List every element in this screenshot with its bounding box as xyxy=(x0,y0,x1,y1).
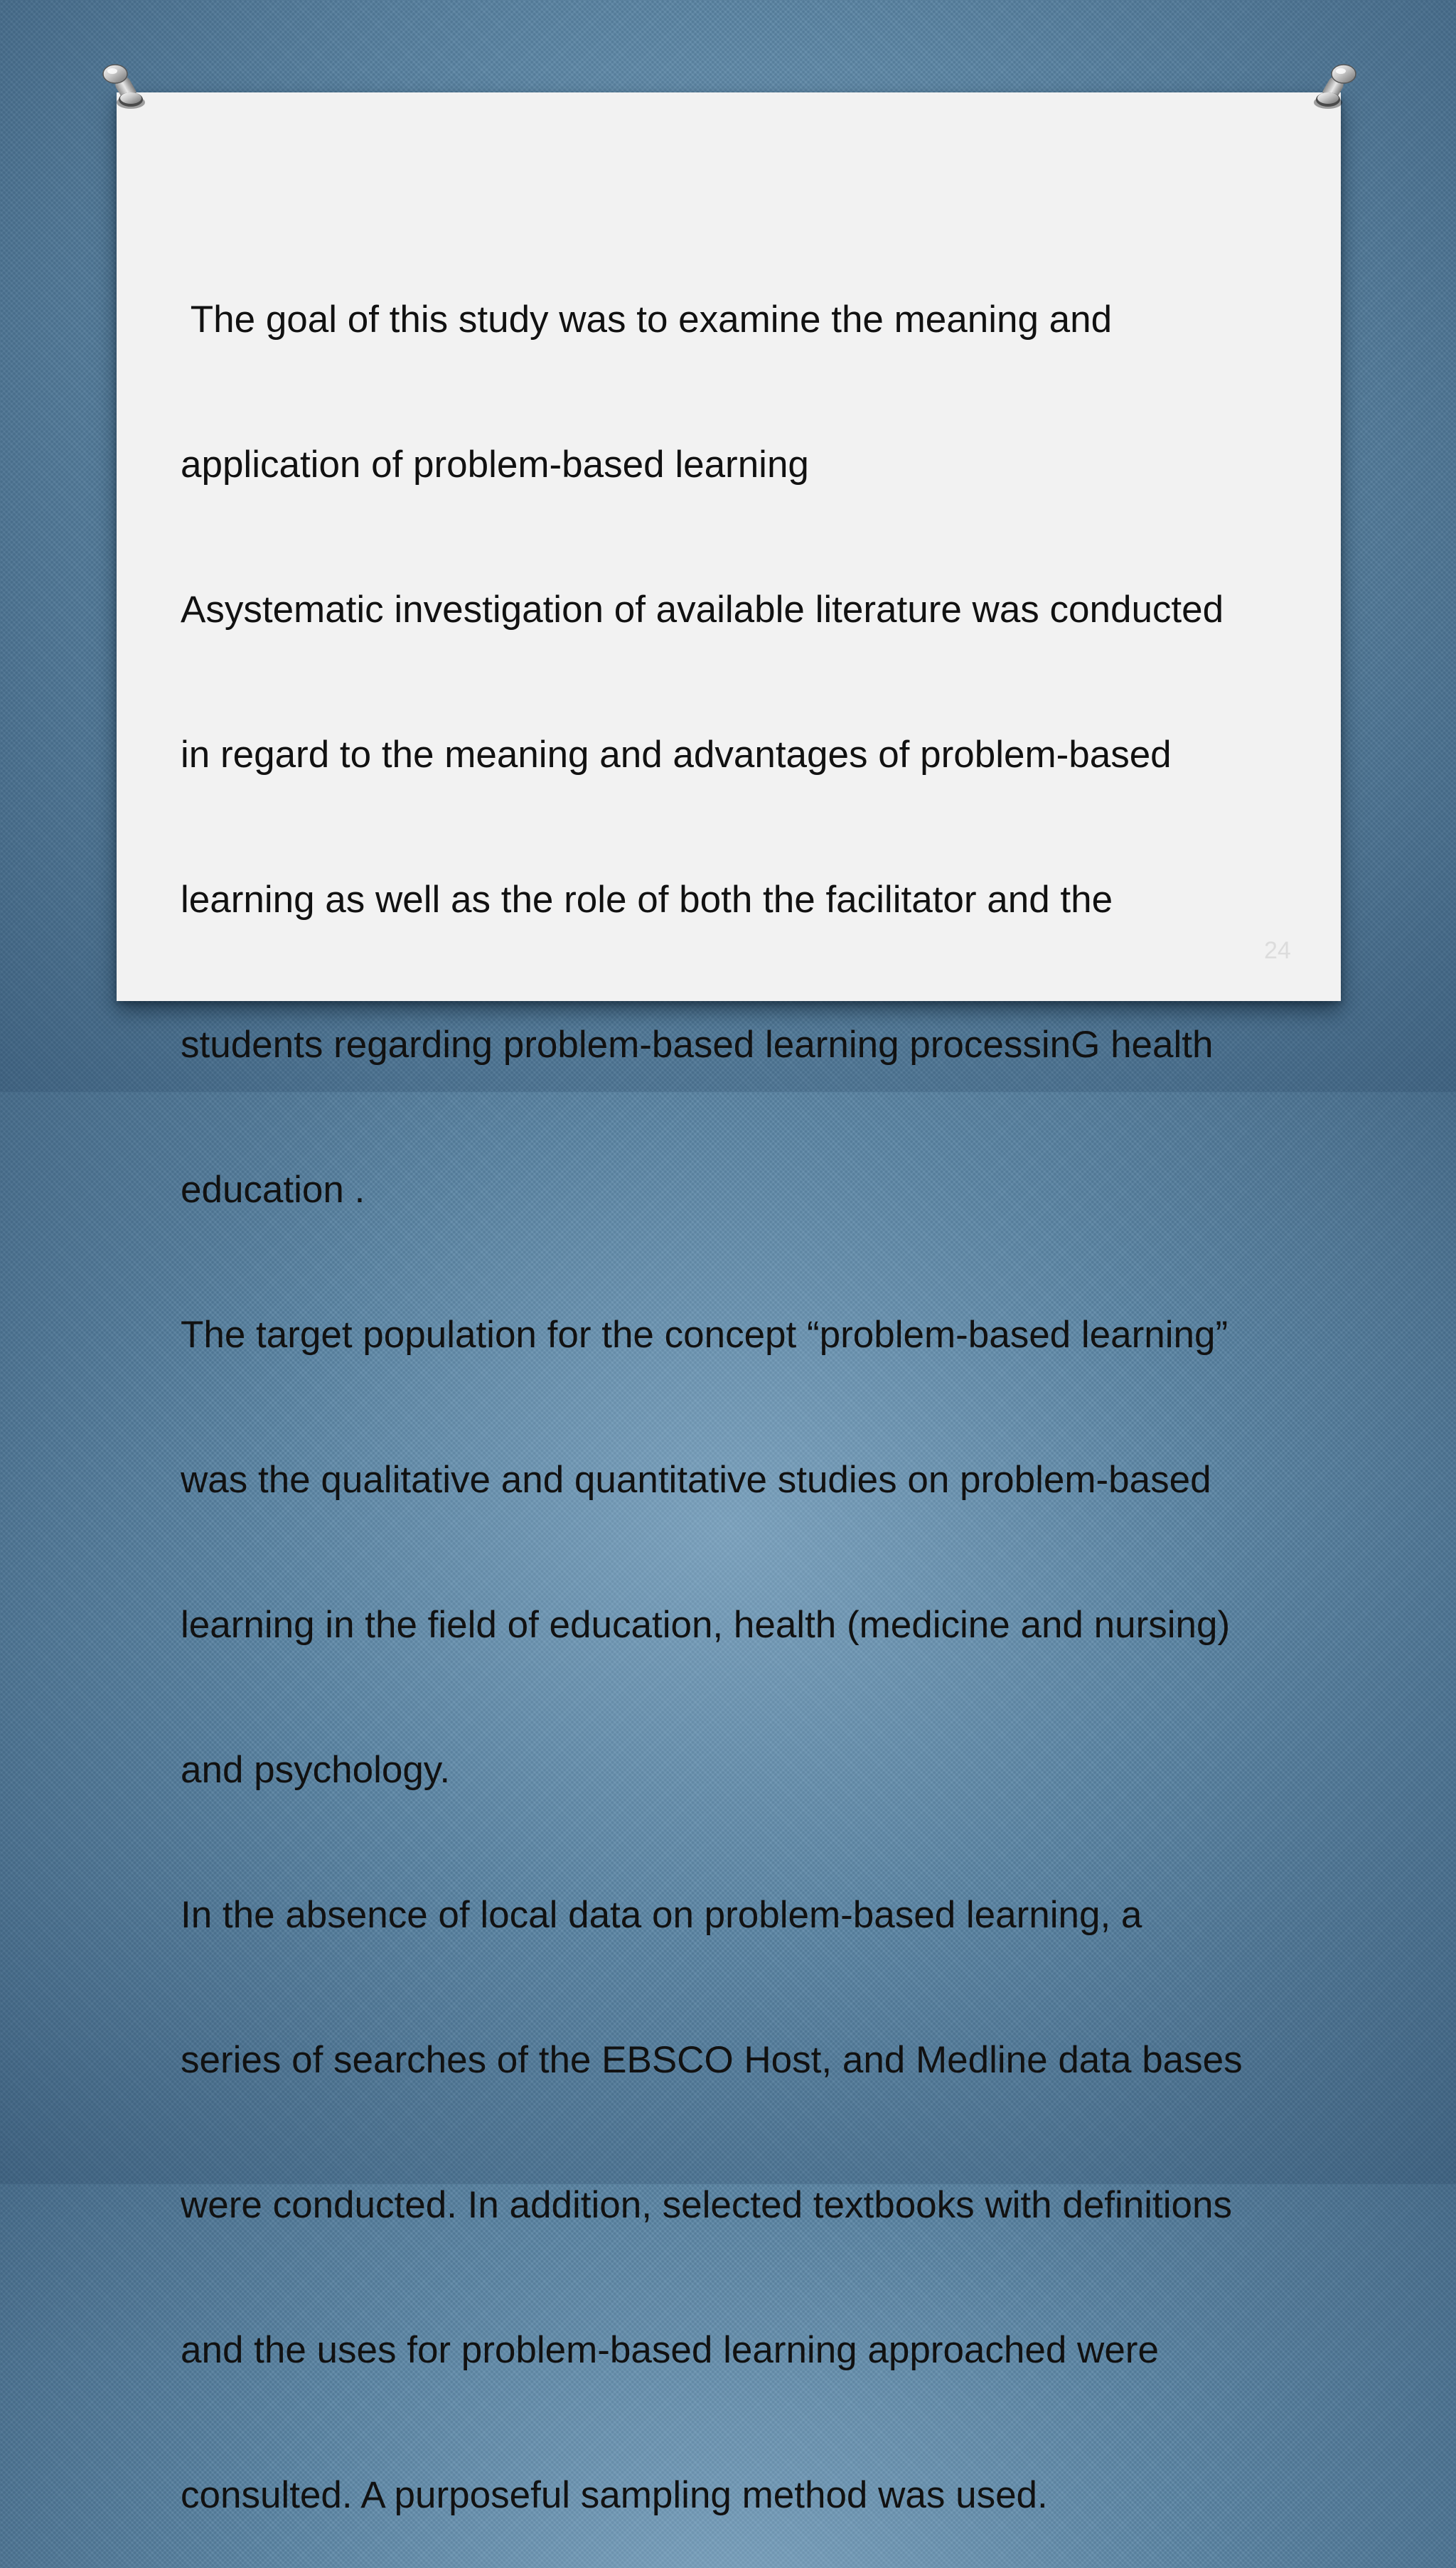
text-line: The target population for the concept “problem-based learning” xyxy=(181,1314,1228,1356)
text-line: The goal of this study was to examine the meaning and xyxy=(181,299,1113,341)
text-line: learning in the field of education, health (medicine and nursing) xyxy=(181,1604,1231,1646)
text-line: in regard to the meaning and advantages of problem-based xyxy=(181,734,1172,776)
text-line: were conducted. In addition, selected textbooks with definitions xyxy=(181,2184,1233,2226)
pushpin-icon xyxy=(97,58,154,115)
text-line: and psychology. xyxy=(181,1749,451,1791)
text-line: students regarding problem-based learning processinG health xyxy=(181,1024,1214,1066)
text-line: In the absence of local data on problem-based learning, a xyxy=(181,1894,1142,1936)
slide-page-number: 24 xyxy=(1264,937,1291,964)
text-line: consulted. A purposeful sampling method was used. xyxy=(181,2474,1048,2516)
pushpin-icon xyxy=(1305,58,1362,115)
text-line: and the uses for problem-based learning approached were xyxy=(181,2329,1159,2371)
text-line: application of problem-based learning xyxy=(181,444,809,486)
text-line: Asystematic investigation of available literature was conducted xyxy=(181,589,1224,631)
text-line: education . xyxy=(181,1169,365,1211)
text-line: was the qualitative and quantitative studies on problem-based xyxy=(181,1459,1211,1501)
text-line: learning as well as the role of both the facilitator and the xyxy=(181,879,1113,921)
text-line: series of searches of the EBSCO Host, and Medline data bases xyxy=(181,2039,1243,2081)
slide-body-text xyxy=(181,199,1347,2568)
